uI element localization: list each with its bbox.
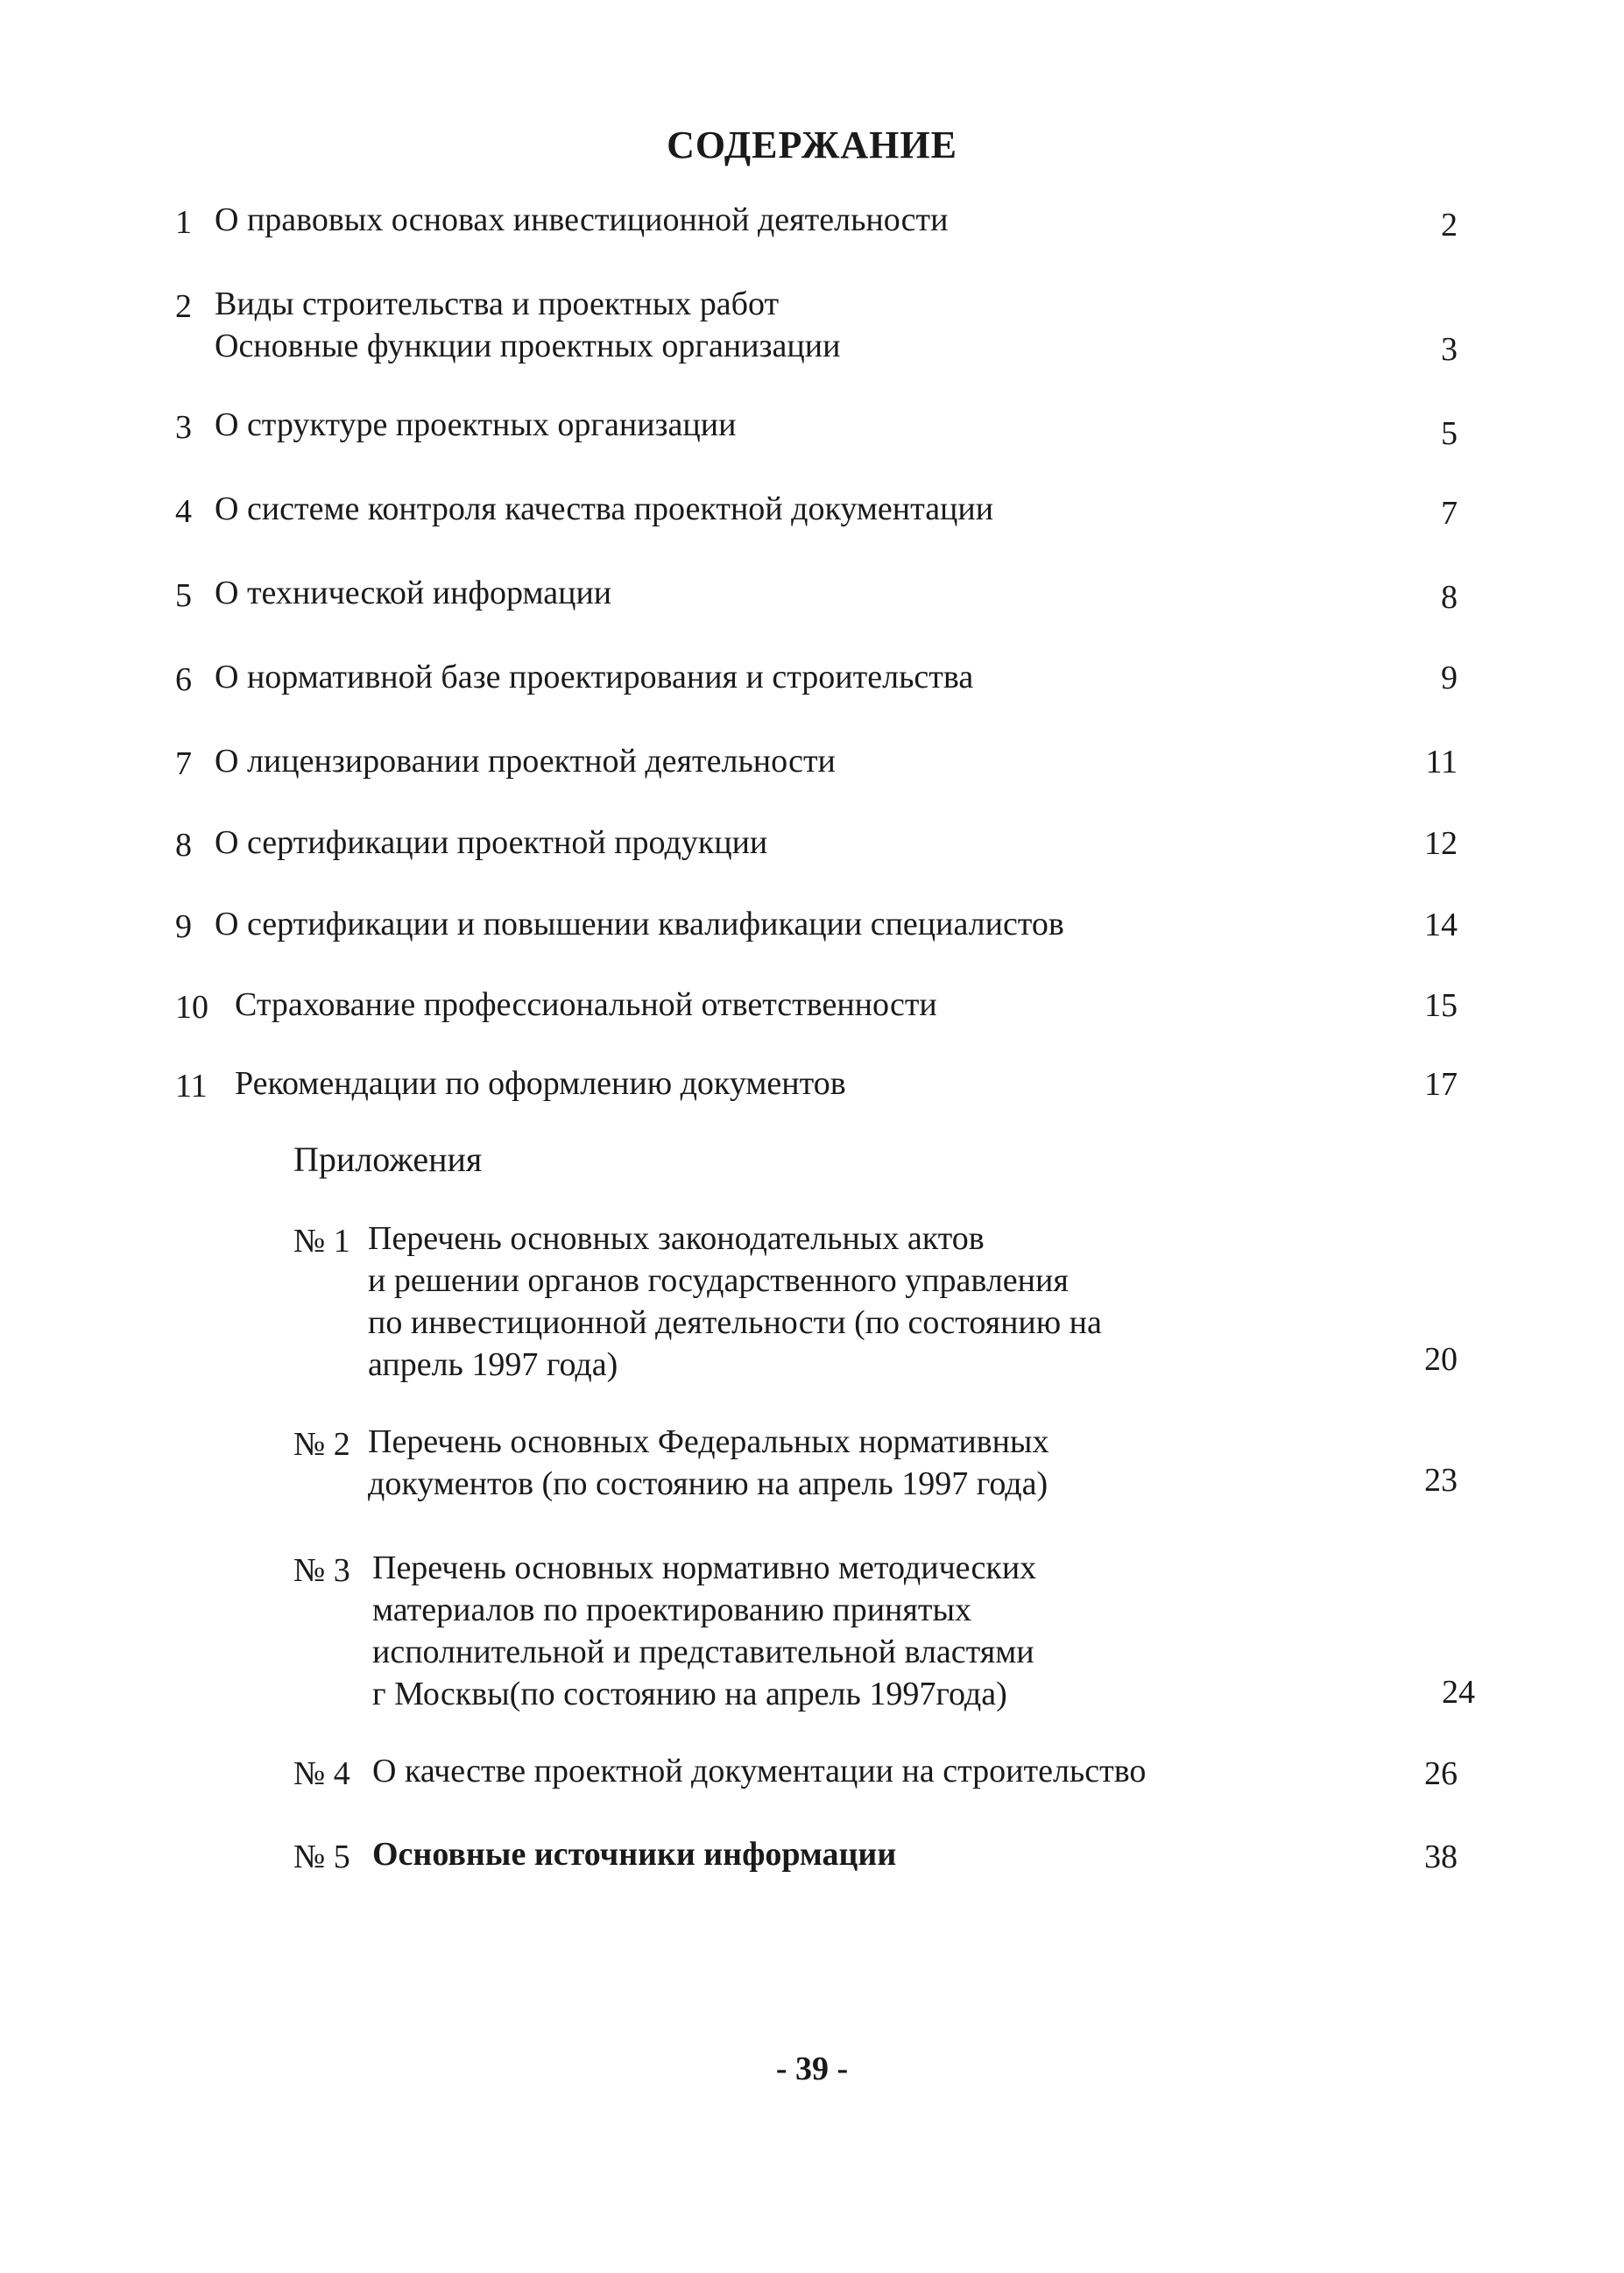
entry-page: 14 [1424,907,1458,943]
entry-page: 2 [1441,207,1458,244]
appendix-text: Перечень основных законодательных актов [368,1220,985,1257]
appendix-text: исполнительной и представительной властями [372,1634,1034,1670]
entry-number: 8 [175,827,192,864]
entry-number: 1 [175,204,192,241]
entry-number: 3 [175,409,192,446]
entry-text: О сертификации проектной продукции [215,824,768,861]
appendix-heading: Приложения [293,1140,483,1179]
appendix-text: г Москвы(по состоянию на апрель 1997года) [372,1676,1007,1712]
entry-text: О структуре проектных организации [215,406,737,443]
appendix-page: 20 [1424,1341,1458,1378]
entry-number: 7 [175,745,192,782]
appendix-page: 23 [1424,1462,1458,1499]
entry-number: 6 [175,661,192,698]
page-title: СОДЕРЖАНИЕ [667,124,957,166]
entry-text: О сертификации и повышении квалификации специалистов [215,906,1064,942]
appendix-number: № 4 [293,1755,350,1792]
appendix-number: № 3 [293,1552,350,1589]
entry-number: 10 [175,989,208,1026]
entry-number: 9 [175,908,192,945]
entry-page: 12 [1424,825,1458,862]
entry-text: Страхование профессиональной ответственности [235,986,937,1023]
entry-text: Основные функции проектных организации [215,328,841,364]
entry-page: 7 [1441,495,1458,532]
entry-page: 5 [1441,415,1458,452]
entry-page: 8 [1441,579,1458,616]
entry-text: Рекомендации по оформлению документов [235,1065,846,1102]
entry-text: Виды строительства и проектных работ [215,286,780,322]
appendix-text: О качестве проектной документации на строительство [372,1753,1147,1789]
appendix-page: 38 [1424,1839,1458,1875]
appendix-text: и решении органов государственного управления [368,1262,1069,1299]
appendix-text: документов (по состоянию на апрель 1997 года) [368,1465,1049,1502]
appendix-number: № 1 [293,1223,350,1260]
appendix-text: по инвестиционной деятельности (по состоянию на [368,1304,1102,1341]
entry-page: 17 [1424,1066,1458,1103]
appendix-number: № 5 [293,1839,350,1875]
entry-page: 15 [1424,987,1458,1024]
appendix-text: Основные источники информации [372,1836,897,1873]
entry-number: 2 [175,288,192,325]
appendix-text: материалов по проектированию принятых [372,1592,971,1628]
appendix-page: 24 [1442,1674,1475,1711]
appendix-page: 26 [1424,1755,1458,1792]
entry-page: 9 [1441,660,1458,696]
entry-page: 3 [1441,331,1458,368]
entry-page: 11 [1425,744,1458,780]
appendix-number: № 2 [293,1426,350,1463]
appendix-text: Перечень основных нормативно методических [372,1549,1037,1586]
appendix-text: апрель 1997 года) [368,1346,618,1383]
appendix-text: Перечень основных Федеральных нормативных [368,1423,1049,1460]
entry-number: 4 [175,493,192,530]
entry-text: О правовых основах инвестиционной деятельности [215,201,949,238]
entry-text: О лицензировании проектной деятельности [215,743,836,780]
entry-number: 5 [175,577,192,614]
entry-text: О системе контроля качества проектной документации [215,491,994,527]
entry-text: О нормативной базе проектирования и строительства [215,659,974,695]
page-number: - 39 - [775,2051,849,2087]
entry-number: 11 [175,1068,208,1105]
entry-text: О технической информации [215,575,612,611]
